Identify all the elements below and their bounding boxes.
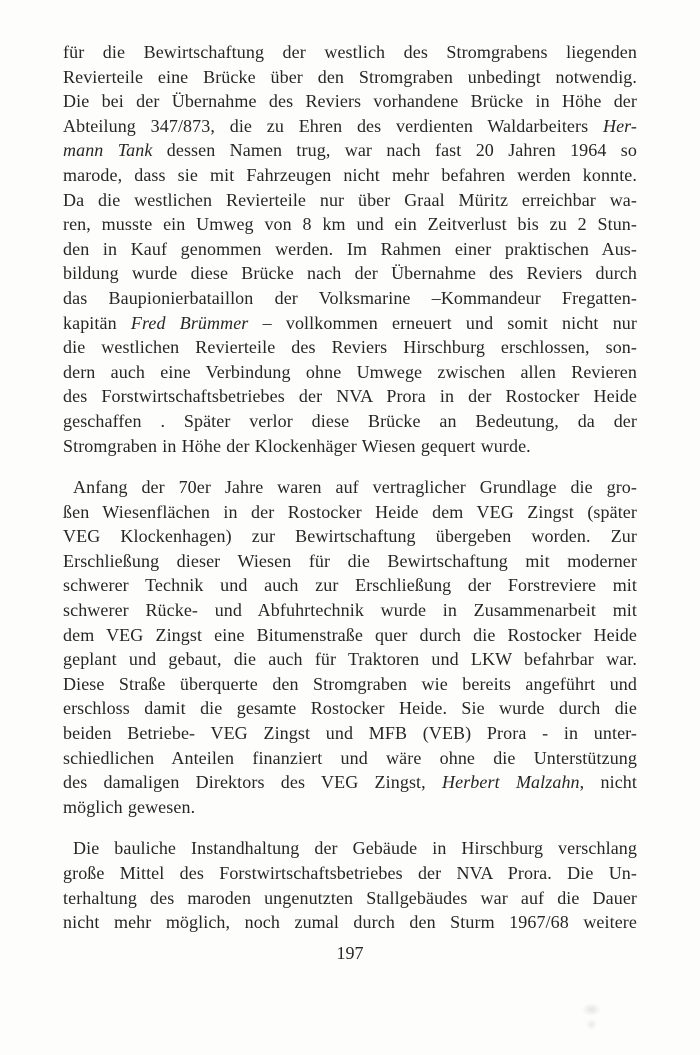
paragraph	[63, 836, 637, 934]
text-line	[63, 286, 637, 311]
text-line	[63, 836, 637, 861]
text-line	[63, 500, 637, 525]
text-line	[63, 261, 637, 286]
text-run: kapitän	[63, 312, 131, 333]
text-run: nicht mehr möglich, noch zumal durch den Sturm 1967/68 weitere	[63, 912, 637, 933]
text-run: dern auch eine Verbindung ohne Umwege zwischen allen Revieren	[63, 361, 637, 382]
text-line	[63, 434, 637, 459]
text-line	[63, 910, 637, 935]
text-run: beiden Betriebe- VEG Zingst und MFB (VEB) Prora - in unter-	[63, 723, 637, 744]
text-line	[63, 549, 637, 574]
text-run: Anfang der 70er Jahre waren auf vertraglicher Grundlage die gro-	[73, 477, 637, 498]
scan-smudge	[586, 1019, 597, 1030]
italic-text-run: Herbert Malzahn	[442, 772, 580, 793]
text-line	[63, 721, 637, 746]
text-line	[63, 623, 637, 648]
text-run: möglich gewesen.	[63, 796, 196, 817]
text-run: die westlichen Revierteile des Reviers Hirschburg erschlossen, son-	[63, 337, 637, 358]
text-run: des damaligen Direktors des VEG Zingst,	[63, 772, 443, 793]
text-run: den in Kauf genommen werden. Im Rahmen einer praktischen Aus-	[63, 238, 637, 259]
text-line	[63, 40, 637, 65]
text-line	[63, 237, 637, 262]
text-run: Erschließung dieser Wiesen für die Bewirtschaftung mit moderner	[63, 550, 637, 571]
text-run: das Baupionierbataillon der Volksmarine –Kommandeur Fregatten-	[63, 287, 637, 308]
text-run: große Mittel des Forstwirtschaftsbetriebes der NVA Prora. Die Un-	[63, 863, 637, 883]
text-line	[63, 311, 637, 336]
text-run: für die Bewirtschaftung der westlich des Stromgrabens liegenden	[63, 42, 637, 62]
text-run: terhaltung des maroden ungenutzten Stallgebäudes war auf die Dauer	[63, 887, 637, 908]
text-line	[63, 524, 637, 549]
paragraph	[63, 475, 637, 819]
text-run: erschloss damit die gesamte Rostocker Heide. Sie wurde durch die	[63, 698, 637, 719]
text-run: geplant und gebaut, die auch für Traktoren und LKW befahrbar war.	[63, 649, 637, 670]
text-run: ren, musste ein Umweg von 8 km und ein Zeitverlust bis zu 2 Stun-	[63, 214, 637, 235]
text-line	[63, 770, 637, 795]
text-run: Da die westlichen Revierteile nur über Graal Müritz erreichbar wa-	[63, 189, 637, 210]
text-line	[63, 573, 637, 598]
text-line	[63, 163, 637, 188]
text-line	[63, 65, 637, 90]
text-run: Die bei der Übernahme des Reviers vorhandene Brücke in Höhe der	[63, 91, 637, 112]
text-run: schwerer Technik und auch zur Erschließung der Forstreviere mit	[63, 575, 637, 596]
text-line	[63, 89, 637, 114]
text-line	[63, 188, 637, 213]
text-run: des Forstwirtschaftsbetriebes der NVA Prora in der Rostocker Heide	[63, 386, 637, 407]
text-run: geschaffen . Später verlor diese Brücke an Bedeutung, da der	[63, 410, 637, 431]
text-run: Die bauliche Instandhaltung der Gebäude in Hirschburg verschlang	[73, 838, 637, 859]
text-line	[63, 795, 637, 820]
text-block	[63, 40, 637, 965]
text-line	[63, 384, 637, 409]
text-run: dessen Namen trug, war nach fast 20 Jahren 1964 so	[152, 140, 637, 161]
italic-text-run: Her-	[602, 115, 637, 136]
text-line	[63, 335, 637, 360]
text-run: bildung wurde diese Brücke nach der Übernahme des Reviers durch	[63, 263, 637, 284]
text-line	[63, 696, 637, 721]
text-line	[63, 647, 637, 672]
text-run: marode, dass sie mit Fahrzeugen nicht mehr befahren werden konnte.	[63, 164, 637, 185]
text-line	[63, 114, 637, 139]
text-line	[63, 672, 637, 697]
text-run: , nicht	[579, 772, 637, 793]
text-run: schiedlichen Anteilen finanziert und wäre ohne die Unterstützung	[63, 747, 637, 768]
text-line	[63, 861, 637, 886]
text-line	[63, 212, 637, 237]
text-run: Stromgraben in Höhe der Klockenhäger Wiesen gequert wurde.	[63, 435, 531, 456]
text-line	[63, 598, 637, 623]
text-line	[63, 475, 637, 500]
page-number: 197	[336, 942, 364, 963]
text-line	[63, 886, 637, 911]
italic-text-run: mann Tank	[63, 140, 153, 161]
text-run: Diese Straße überquerte den Stromgraben wie bereits angeführt und	[63, 673, 637, 694]
text-line	[63, 138, 637, 163]
paragraph	[63, 40, 637, 458]
text-run: Abteilung 347/873, die zu Ehren des verdienten Waldarbeiters	[63, 115, 603, 136]
text-run: Revierteile eine Brücke über den Stromgraben unbedingt notwendig.	[63, 66, 637, 87]
text-line	[63, 746, 637, 771]
text-run: – vollkommen erneuert und somit nicht nur	[248, 312, 637, 333]
text-line	[63, 409, 637, 434]
text-run: VEG Klockenhagen) zur Bewirtschaftung übergeben worden. Zur	[63, 526, 637, 547]
scan-smudge	[582, 1003, 601, 1016]
text-run: dem VEG Zingst eine Bitumenstraße quer durch die Rostocker Heide	[63, 624, 637, 645]
text-line	[63, 360, 637, 385]
italic-text-run: Fred Brümmer	[130, 312, 249, 333]
text-run: schwerer Rücke- und Abfuhrtechnik wurde in Zusammenarbeit mit	[63, 600, 637, 621]
text-run: ßen Wiesenflächen in der Rostocker Heide dem VEG Zingst (später	[63, 501, 637, 522]
